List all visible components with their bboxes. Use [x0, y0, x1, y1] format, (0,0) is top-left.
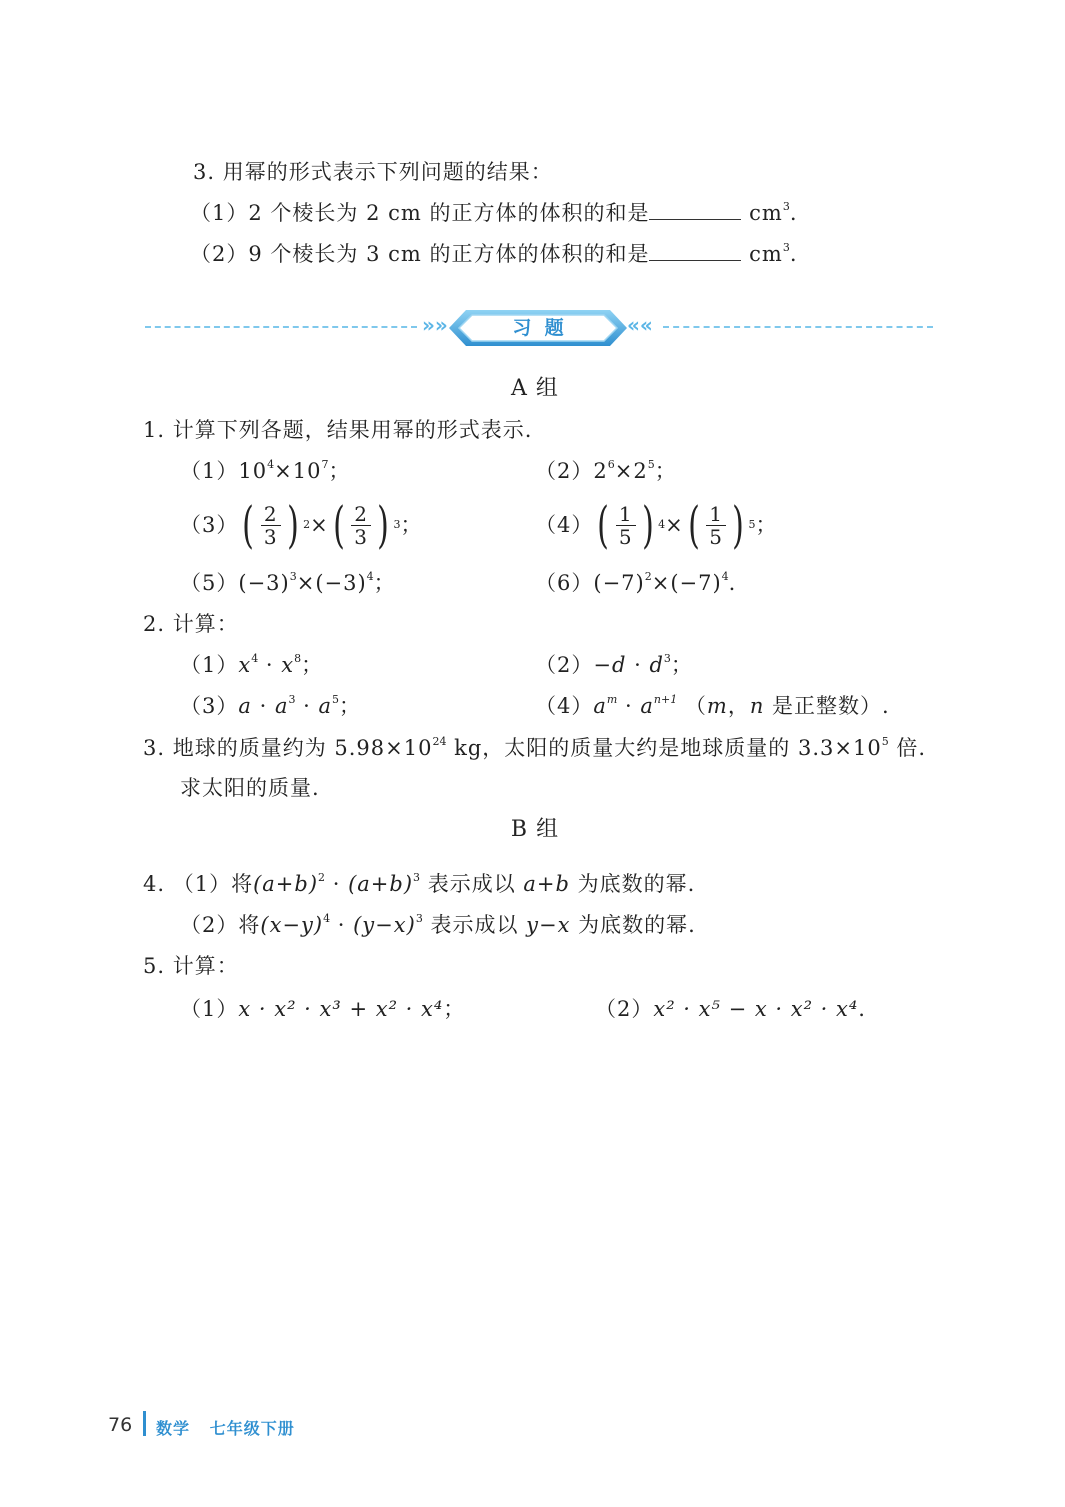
right-paren: ): [286, 496, 300, 554]
variable: a: [238, 694, 252, 718]
dot: ·: [251, 694, 275, 718]
label: （1）: [180, 653, 239, 677]
variable: a: [640, 694, 654, 718]
base: 10: [292, 459, 322, 483]
expression: y−x: [526, 913, 571, 937]
label: （3）: [180, 694, 239, 718]
terminator: ；: [301, 653, 324, 677]
text: 表示成以: [420, 872, 524, 896]
answer-blank[interactable]: [649, 219, 741, 220]
a-q1-part3: （3） ( $\frac{2}{3}$ ) 2 × ( $\frac{2}{3}$ ) 3 ；: [180, 496, 423, 554]
variable: a: [274, 694, 289, 718]
operator: ×: [310, 513, 329, 537]
group-b-title: B 组: [510, 817, 560, 842]
operator: ×: [614, 459, 634, 483]
negative-sign: −: [593, 653, 612, 677]
a-q1-part6: [535, 569, 736, 597]
a-q1-part2: [535, 457, 677, 485]
a-q2-part3: [180, 692, 361, 720]
label: （1）: [180, 997, 239, 1021]
answer-blank[interactable]: [649, 260, 741, 261]
terminator: ；: [328, 459, 351, 483]
banner-chevrons-left-icon: »»: [422, 313, 448, 337]
base: 2: [633, 459, 648, 483]
a-q1-part4: （4） ( $\frac{1}{5}$ ) 4 × ( $\frac{1}{5}$ ) 5 ；: [535, 496, 778, 554]
banner-dashed-line-left: [145, 326, 417, 328]
exponent: 8: [294, 652, 302, 665]
note-rest: 是正整数）.: [764, 694, 890, 718]
base: 2: [593, 459, 608, 483]
expression: (y−x): [353, 913, 416, 937]
fraction: [261, 503, 281, 548]
banner-dashed-line-right: [663, 326, 933, 328]
variable: a: [318, 694, 333, 718]
variable: x: [281, 653, 295, 677]
expression: x² · x⁵ − x · x² · x⁴: [653, 997, 859, 1021]
practice-q3-part2: [190, 240, 798, 268]
variable: n: [749, 694, 765, 718]
label: （2）将: [180, 913, 261, 937]
exponent: 4: [267, 458, 275, 471]
exponent: 3: [663, 652, 671, 665]
expression: a+b: [523, 872, 570, 896]
base: (−3): [238, 571, 290, 595]
denominator: 5: [618, 524, 633, 549]
b-q5-part1: [180, 995, 465, 1023]
expression: (x−y): [260, 913, 324, 937]
label: （1）: [180, 459, 239, 483]
label: （4）: [535, 694, 594, 718]
dot: ·: [258, 653, 282, 677]
a-q3-line2: 求太阳的质量.: [180, 776, 320, 800]
terminator: ；: [339, 694, 362, 718]
a-q2-part2: [535, 651, 693, 679]
text: 为底数的幂.: [570, 913, 696, 937]
dot: ·: [626, 653, 650, 677]
exponent: 6: [607, 458, 615, 471]
expression: (a+b): [348, 872, 414, 896]
terminator: .: [728, 571, 737, 595]
footer-divider: [143, 1411, 146, 1436]
variable: m: [706, 694, 728, 718]
label: （6）: [535, 571, 594, 595]
practice-q3-part1: [190, 199, 798, 227]
text: 倍.: [888, 736, 927, 760]
comma: ，: [727, 694, 750, 718]
label: （2）: [535, 459, 594, 483]
variable: d: [611, 653, 627, 677]
exponent: 24: [432, 735, 447, 748]
label: （3）: [180, 513, 239, 537]
base: (−7): [670, 571, 722, 595]
text: kg，太阳的质量大约是地球质量的 3.3×10: [446, 736, 882, 760]
left-paren: (: [687, 496, 701, 554]
base: (−7): [593, 571, 645, 595]
exponent: 2: [644, 570, 652, 583]
numerator: 2: [261, 503, 281, 526]
label: （5）: [180, 571, 239, 595]
practice-q3-part2-text: （2）9 个棱长为 3 cm 的正方体的体积的和是: [190, 242, 650, 266]
variable: x: [238, 653, 252, 677]
exponent: 7: [321, 458, 329, 471]
terminator: ；: [400, 513, 423, 537]
note-open: （: [677, 694, 707, 718]
right-paren: ): [377, 496, 390, 554]
fraction: [351, 503, 371, 548]
dot: ·: [295, 694, 319, 718]
text: 为底数的幂.: [569, 872, 696, 896]
a-q2-part4: [535, 692, 890, 720]
denominator: 5: [709, 524, 723, 549]
dot: ·: [325, 872, 349, 896]
dot: ·: [617, 694, 641, 718]
a-q2-intro: 2. 计算：: [143, 612, 239, 636]
base: 10: [238, 459, 268, 483]
exponent: 3: [288, 693, 296, 706]
expression: (a+b): [253, 872, 319, 896]
fraction: [706, 503, 726, 548]
b-q4-part2: [180, 911, 696, 939]
b-q5-part2: [595, 995, 866, 1023]
unit-exponent: 3: [782, 241, 790, 254]
variable: d: [649, 653, 664, 677]
page-number: 76: [108, 1414, 133, 1436]
right-paren: ): [732, 496, 745, 554]
denominator: 3: [354, 524, 368, 549]
exponent: 5: [647, 458, 655, 471]
operator: ×: [296, 571, 316, 595]
base: (−3): [315, 571, 367, 595]
exponent: 5: [881, 735, 889, 748]
operator: ×: [665, 513, 684, 537]
period: .: [789, 242, 798, 266]
exponent: 2: [318, 871, 326, 884]
banner-title: 习 题: [512, 317, 564, 339]
exponent: 3: [289, 570, 297, 583]
exponent: 5: [332, 693, 340, 706]
denominator: 3: [263, 524, 278, 549]
terminator: ；: [755, 513, 778, 537]
left-paren: (: [332, 496, 346, 554]
terminator: ；: [670, 653, 693, 677]
dot: ·: [330, 913, 354, 937]
banner-chevrons-right-icon: ««: [627, 313, 653, 337]
terminator: .: [858, 997, 866, 1021]
exponent: 4: [721, 570, 729, 583]
a-q1-part1: [180, 457, 350, 485]
unit: cm: [749, 242, 783, 266]
exponent: m: [606, 693, 618, 706]
fraction: [616, 503, 636, 548]
practice-q3-intro: 3. 用幂的形式表示下列问题的结果：: [193, 160, 553, 184]
exponent: 3: [415, 912, 423, 925]
operator: ×: [274, 459, 293, 483]
terminator: ；: [373, 571, 396, 595]
number: 4.: [143, 872, 173, 896]
terminator: ；: [443, 997, 466, 1021]
terminator: ；: [654, 459, 677, 483]
numerator: 2: [351, 503, 371, 526]
numerator: 1: [616, 503, 636, 526]
a-q2-part1: [180, 651, 323, 679]
unit: cm: [749, 201, 783, 225]
label: （2）: [595, 997, 654, 1021]
operator: ×: [651, 571, 671, 595]
exponent: 4: [251, 652, 259, 665]
left-paren: (: [597, 496, 610, 554]
label: （4）: [535, 513, 594, 537]
exponent: 3: [413, 871, 421, 884]
b-q5-intro: 5. 计算：: [143, 954, 239, 978]
book-title: 数学 七年级下册: [156, 1419, 295, 1438]
a-q3-line1: [143, 734, 926, 762]
group-a-title: A 组: [511, 376, 559, 401]
variable: a: [593, 694, 607, 718]
unit-exponent: 3: [782, 200, 790, 213]
left-paren: (: [242, 496, 255, 554]
numerator: 1: [706, 503, 726, 526]
b-q4-part1: [143, 870, 695, 898]
a-q1-part5: [180, 569, 396, 597]
exponent: 4: [323, 912, 331, 925]
expression: x · x² · x³ + x² · x⁴: [238, 997, 444, 1021]
text: 3. 地球的质量约为 5.98×10: [143, 736, 433, 760]
exponent: n+1: [653, 693, 678, 706]
label: （1）将: [172, 872, 254, 896]
label: （2）: [535, 653, 594, 677]
practice-q3-part1-text: （1）2 个棱长为 2 cm 的正方体的体积的和是: [190, 201, 650, 225]
period: .: [789, 201, 798, 225]
right-paren: ): [641, 496, 655, 554]
exponent: 4: [366, 570, 374, 583]
text: 表示成以: [422, 913, 527, 937]
a-q1-intro: 1. 计算下列各题，结果用幂的形式表示.: [143, 418, 533, 442]
